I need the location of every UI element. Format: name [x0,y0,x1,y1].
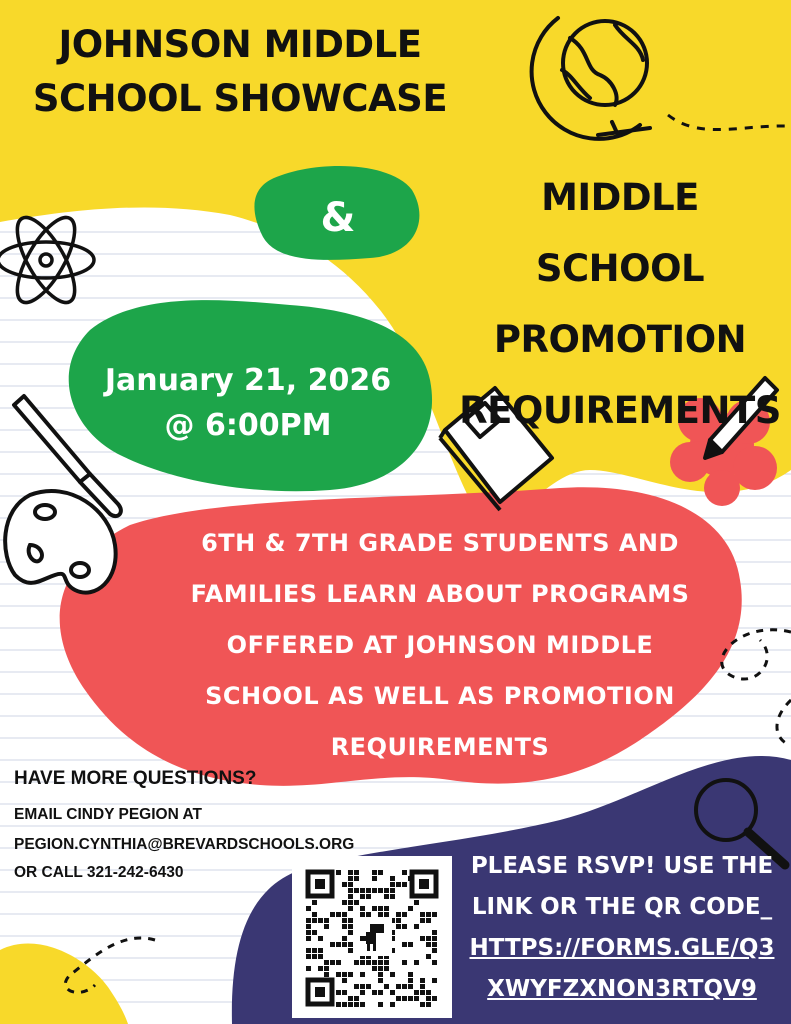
description-line: SCHOOL AS WELL AS PROMOTION [205,682,675,710]
subtitle-line-2: PROMOTION [493,318,747,361]
description-line: OFFERED AT JOHNSON MIDDLE [226,631,654,659]
contact-email-label: EMAIL CINDY PEGION AT [14,806,203,823]
subtitle-line-1: MIDDLE SCHOOL [535,176,705,290]
page-title [20,18,460,126]
subtitle-line-3: REQUIREMENTS [459,389,781,432]
yellow-corner-blob [0,944,128,1024]
event-datetime [78,358,418,448]
subtitle [455,162,785,446]
description-line: FAMILIES LEARN ABOUT PROGRAMS [190,580,690,608]
rsvp-block [462,846,782,1010]
rsvp-link-line-1[interactable]: HTTPS://FORMS.GLE/Q3 [469,935,775,961]
event-date: January 21, 2026 [104,363,392,398]
atom-icon [0,209,94,310]
title-line-2: SCHOOL SHOWCASE [32,77,448,120]
rsvp-line-1: PLEASE RSVP! USE THE [470,853,774,879]
rsvp-line-2: LINK OR THE QR CODE_ [471,894,773,920]
contact-email[interactable]: PEGION.CYNTHIA@BREVARDSCHOOLS.ORG [14,836,355,853]
title-line-1: JOHNSON MIDDLE [58,23,422,66]
description-line: 6TH & 7TH GRADE STUDENTS AND [201,529,679,557]
ampersand: & [320,195,356,241]
palette-icon [5,491,115,593]
qr-code-icon[interactable] [292,856,452,1018]
event-description [140,518,740,773]
event-time: @ 6:00PM [164,408,332,443]
description-line: REQUIREMENTS [330,733,550,761]
contact-phone: OR CALL 321-242-6430 [14,864,184,881]
contact-heading: HAVE MORE QUESTIONS? [14,768,257,789]
rsvp-link-line-2[interactable]: XWYFZXNON3RTQV9 [487,976,757,1002]
